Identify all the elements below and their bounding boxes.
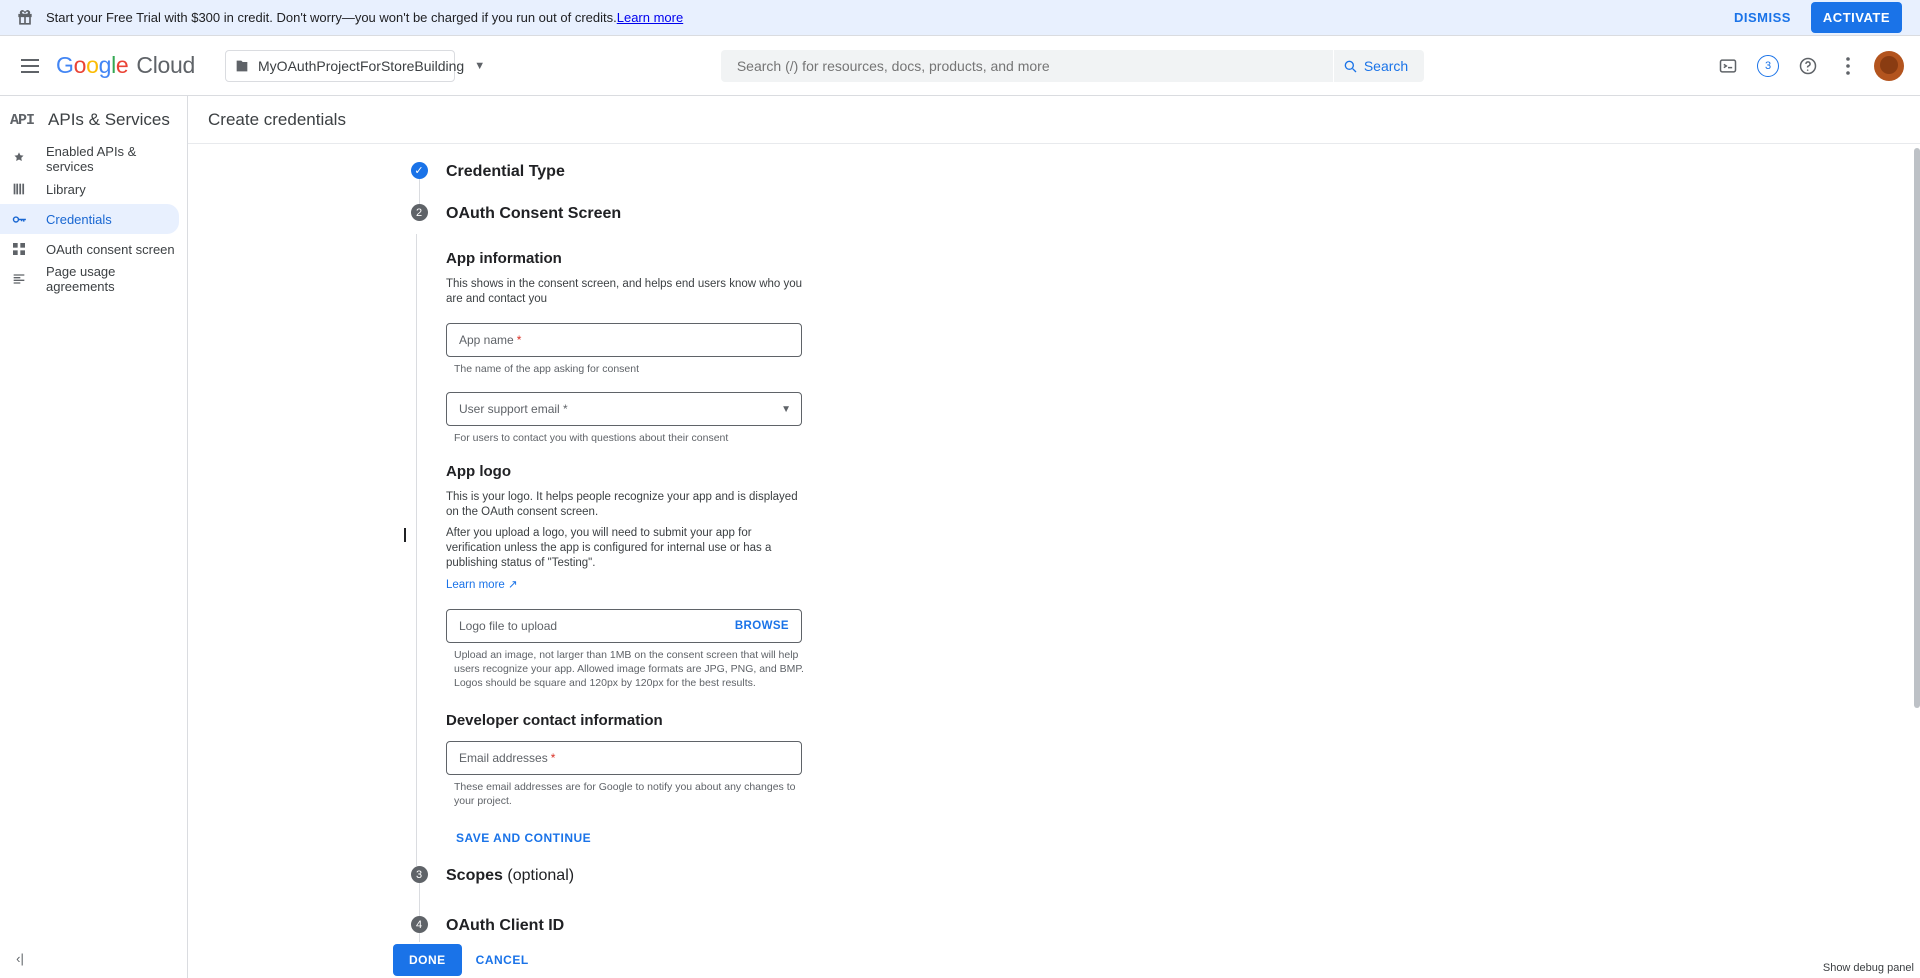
sidebar-item-label: Page usage agreements	[46, 264, 116, 294]
dismiss-button[interactable]: DISMISS	[1722, 2, 1803, 33]
user-support-email-label: User support email *	[459, 402, 568, 416]
step-2-title: OAuth Consent Screen	[446, 205, 622, 222]
logo-upload-hint: Upload an image, not larger than 1MB on the consent screen that will help users recognize your app. Allowed image formats are JPG, PNG, and BMP. Logos should be square and 120px by 120px for the best results.	[454, 649, 804, 689]
sidebar-item-label: Library	[46, 181, 86, 197]
app-logo-description-1: This is your logo. It helps people recognize your app and is displayed on the OAuth consent screen.	[446, 491, 798, 518]
help-icon[interactable]	[1788, 46, 1828, 86]
page-usage-icon	[10, 270, 28, 288]
developer-email-required-marker: *	[550, 751, 556, 765]
developer-email-field[interactable]	[446, 741, 802, 775]
notification-count-badge: 3	[1757, 55, 1779, 77]
account-avatar[interactable]	[1874, 51, 1904, 81]
step-oauth-consent-screen[interactable]	[188, 204, 1920, 234]
sidebar-item-oauth-consent-screen[interactable]	[0, 234, 179, 264]
banner-text: Start your Free Trial with $300 in credit. Don't worry—you won't be charged if you run out of credits.	[46, 10, 617, 25]
done-button[interactable]: DONE	[393, 944, 462, 976]
user-support-email-select[interactable]	[446, 392, 802, 426]
step-2-number: 2	[411, 204, 428, 221]
step-1-number: ✓	[411, 162, 428, 179]
developer-contact-heading: Developer contact information	[446, 712, 663, 729]
step-scopes[interactable]	[188, 866, 1920, 916]
app-logo-learn-more-link[interactable]	[446, 579, 518, 591]
app-logo-heading: App logo	[446, 463, 511, 480]
sidebar-item-page-usage-agreements[interactable]	[0, 264, 179, 294]
app-name-field[interactable]	[446, 323, 802, 357]
more-options-icon[interactable]	[1828, 46, 1868, 86]
consent-screen-form	[188, 234, 1920, 866]
sidebar-title	[0, 96, 187, 144]
top-right-actions	[1708, 46, 1904, 86]
show-debug-panel-link[interactable]: Show debug panel	[1822, 962, 1914, 974]
step-3-title	[446, 866, 574, 885]
notifications-icon[interactable]	[1748, 46, 1788, 86]
gift-icon	[14, 7, 36, 29]
step-3-number: 3	[411, 866, 428, 883]
enabled-apis-icon	[10, 150, 28, 168]
scrollbar-thumb[interactable]	[1914, 148, 1920, 708]
browse-button[interactable]: BROWSE	[734, 620, 789, 632]
google-cloud-logo[interactable]: G o o g l e Cloud	[56, 52, 196, 78]
api-icon: API	[10, 111, 35, 129]
step-2-marker	[408, 204, 430, 221]
sidebar-item-label: Enabled APIs & services	[46, 144, 137, 174]
developer-email-label: Email addresses	[459, 751, 548, 765]
app-name-label: App name	[459, 333, 514, 347]
sidebar-item-label: OAuth consent screen	[46, 241, 175, 257]
app-information-heading: App information	[446, 250, 562, 267]
create-credentials-stepper	[188, 144, 1920, 978]
step-3-title-main: Scopes	[446, 867, 503, 884]
credentials-key-icon	[10, 210, 28, 228]
search-input[interactable]	[735, 57, 1319, 75]
project-selector[interactable]	[225, 50, 486, 82]
library-icon	[10, 180, 28, 198]
step-4-number: 4	[411, 916, 428, 933]
search-box[interactable]	[721, 50, 1333, 82]
banner-learn-more-link[interactable]: Learn more	[616, 10, 684, 25]
save-and-continue-button[interactable]: SAVE AND CONTINUE	[446, 822, 601, 854]
collapse-sidebar-icon[interactable]: ‹|	[16, 950, 24, 966]
step-4-title: OAuth Client ID	[446, 917, 565, 934]
consent-screen-icon	[10, 240, 28, 258]
sidebar-title-label: APIs & Services	[48, 110, 170, 129]
free-trial-banner	[0, 0, 1920, 36]
project-icon	[234, 57, 250, 75]
text-cursor	[404, 528, 406, 542]
search-button[interactable]	[1333, 50, 1424, 82]
step-3-title-optional: (optional)	[502, 867, 575, 884]
search-icon	[1342, 58, 1358, 74]
top-navigation-bar	[0, 36, 1920, 96]
logo-upload-field[interactable]	[446, 609, 802, 643]
page-title: Create credentials	[188, 96, 1920, 144]
body-area	[0, 96, 1920, 978]
project-name: MyOAuthProjectForStoreBuilding	[258, 57, 465, 74]
app-name-hint: The name of the app asking for consent	[454, 363, 640, 375]
app-logo-learn-more-label: Learn more	[446, 579, 505, 591]
logo-cloud-text: Cloud	[136, 52, 196, 78]
developer-email-hint: These email addresses are for Google to notify you about any changes to your project.	[454, 781, 796, 807]
logo-upload-label: Logo file to upload	[459, 619, 558, 633]
vertical-scrollbar[interactable]	[1914, 144, 1920, 978]
main-menu-icon[interactable]	[10, 46, 50, 86]
app-information-description: This shows in the consent screen, and helps end users know who you are and contact you	[446, 278, 803, 305]
sidebar-item-label: Credentials	[46, 211, 112, 227]
chevron-down-icon: ▼	[781, 403, 791, 415]
app-logo-description-2: After you upload a logo, you will need to submit your app for verification unless the app is configured for internal use or has a publishing status of "Testing".	[446, 527, 772, 569]
step-credential-type[interactable]	[188, 162, 1920, 204]
sidebar-item-library[interactable]	[0, 174, 179, 204]
wizard-footer	[188, 942, 1920, 978]
cancel-button[interactable]: CANCEL	[462, 944, 543, 976]
cloud-shell-icon[interactable]	[1708, 46, 1748, 86]
activate-button[interactable]: ACTIVATE	[1811, 2, 1902, 33]
step-vertical-connector	[416, 234, 417, 866]
main-content	[188, 96, 1920, 978]
user-support-email-hint: For users to contact you with questions about their consent	[454, 432, 729, 444]
consent-form-body	[446, 234, 1920, 866]
search-container	[455, 50, 1690, 82]
step-1-title: Credential Type	[446, 163, 565, 180]
search-button-label: Search	[1363, 57, 1409, 74]
sidebar	[0, 96, 188, 978]
sidebar-item-enabled-apis[interactable]	[0, 144, 179, 174]
chevron-down-icon: ▼	[474, 59, 486, 72]
app-name-required-marker: *	[516, 333, 522, 347]
sidebar-item-credentials[interactable]	[0, 204, 179, 234]
scroll-region	[188, 144, 1920, 978]
external-link-icon: ↗	[508, 579, 518, 591]
